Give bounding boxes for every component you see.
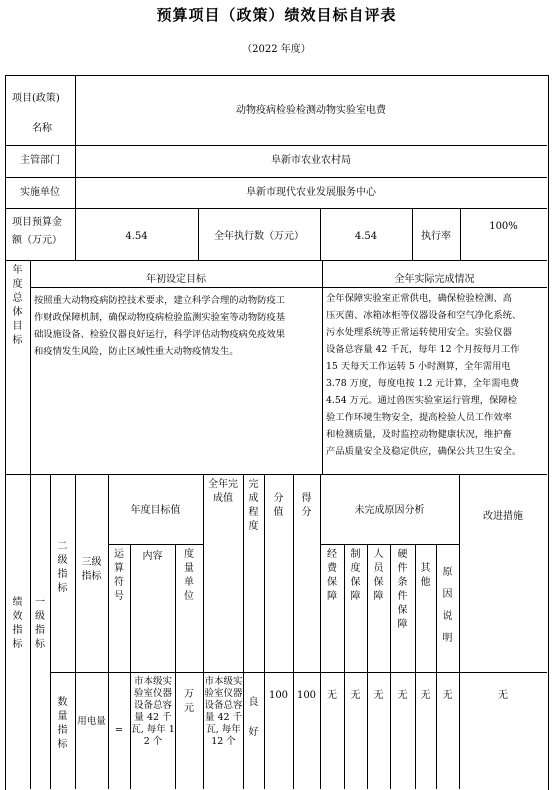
reason-hardware-header: 硬 件 条 件 保 障 <box>397 549 408 630</box>
row-reason-hardware: 无 <box>397 690 408 701</box>
reason-system-header: 制 度 保 障 <box>350 549 361 602</box>
reason-explanation-header: 原 因 说 明 <box>442 567 453 644</box>
row-earned-score: 100 <box>296 690 317 701</box>
operator-header: 运 算 符 号 <box>114 549 124 602</box>
exec-value: 4.54 <box>354 231 378 242</box>
dept-value: 阜新市农业农村局 <box>271 155 351 166</box>
row-improvement: 无 <box>498 690 508 701</box>
target-value-header: 年度目标值 <box>130 505 181 516</box>
budget-label-1: 项目预算金 <box>12 217 62 228</box>
actual-value-header: 全年完 成值 <box>208 479 238 504</box>
row-unit: 万 元 <box>184 689 194 714</box>
project-name-label-1: 项目(政策) <box>12 93 60 104</box>
reason-other-header: 其 他 <box>420 563 431 588</box>
set-goal-text: 按照重大动物疫病防控技术要求，建立科学合理的动物防疫工 作财政保障机制，确保动物疫病检验监测实验室等动物防疫基 础设施设备、检验仪器良好运行，科学评估动物疫病免疫效果 和疫情发生风险，防止区域性重大动物疫情发生。 <box>34 295 286 357</box>
row-reason-other: 无 <box>420 690 431 701</box>
reason-analysis-header: 未完成原因分析 <box>354 505 425 516</box>
unit-header: 度 量 单 位 <box>184 549 194 602</box>
budget-label-2: 额（万元） <box>12 235 62 246</box>
impl-value: 阜新市现代农业发展服务中心 <box>246 187 376 198</box>
row-reason-staff: 无 <box>373 690 384 701</box>
row-operator: = <box>114 725 124 736</box>
budget-value: 4.54 <box>125 231 148 242</box>
performance-indicator-label: 绩 效 指 标 <box>12 597 23 650</box>
level2-indicator-header: 二 级 指 标 <box>57 541 68 594</box>
exec-label: 全年执行数（万元） <box>214 231 304 242</box>
score-header: 分 值 <box>273 493 284 518</box>
row-score: 100 <box>268 690 289 701</box>
row-level2-indicator: 数 量 指 标 <box>57 697 68 750</box>
reason-funding-header: 经 费 保 障 <box>327 549 337 602</box>
page-title: 预算项目（政策）绩效目标自评表 <box>156 6 397 24</box>
annual-goal-side-label: 年 度 总 体 目 标 <box>12 265 23 346</box>
level3-indicator-header: 三级 指标 <box>81 557 102 582</box>
level1-indicator-header: 一 级 指 标 <box>35 597 45 650</box>
completion-degree-header: 完 成 程 度 <box>248 479 259 532</box>
reason-staff-header: 人 员 保 障 <box>373 549 384 602</box>
row-completion-degree: 良 好 <box>248 697 259 738</box>
row-actual-value: 市本级实验室仪器设备总容量 42 千瓦, 每年 12 个 <box>204 676 243 747</box>
set-goal-header: 年初设定目标 <box>146 274 206 285</box>
content-header: 内容 <box>142 551 163 562</box>
earned-score-header: 得 分 <box>301 493 312 518</box>
row-target-content: 市本级实验室仪器设备总容量 42 千瓦, 每年 12 个 <box>131 676 175 747</box>
row-reason-funding: 无 <box>327 690 337 701</box>
project-name-label-2: 名称 <box>32 123 52 134</box>
actual-completion-text: 全年保障实验室正常供电，确保检验检测、高 压灭菌、冰箱冰柜等仪器设备和空气净化系统、 污水处理系统等正常运转使用安全。实验仪器 设备总容量 42 千瓦，每年 12 个月按每月工作 15 天每天工作运转 5 小时测算，全年需用电 3.78 万度，每度电按 1.2 元计算，全年需电费 4.54 万元。通过兽医实验室运行管理，保障检 验工作环境生物安全，提高检验人员工作效率 和检测质量，及时监控动物健康状况，维护畜 产品质量安全及稳定供应，确保公共卫生安全。 <box>326 293 522 457</box>
year-subtitle: （2022 年度） <box>242 44 311 55</box>
actual-completion-header: 全年实际完成情况 <box>394 274 475 285</box>
rate-value: 100% <box>489 221 518 232</box>
row-level3-indicator: 用电量 <box>77 716 106 727</box>
row-reason-explanation: 无 <box>442 690 453 701</box>
impl-label: 实施单位 <box>20 187 60 198</box>
dept-label: 主管部门 <box>20 155 60 166</box>
improvement-header: 改进措施 <box>483 511 523 522</box>
rate-label: 执行率 <box>421 231 451 242</box>
project-name-value: 动物疫病检验检测动物实验室电费 <box>236 105 386 116</box>
row-reason-system: 无 <box>350 690 361 701</box>
